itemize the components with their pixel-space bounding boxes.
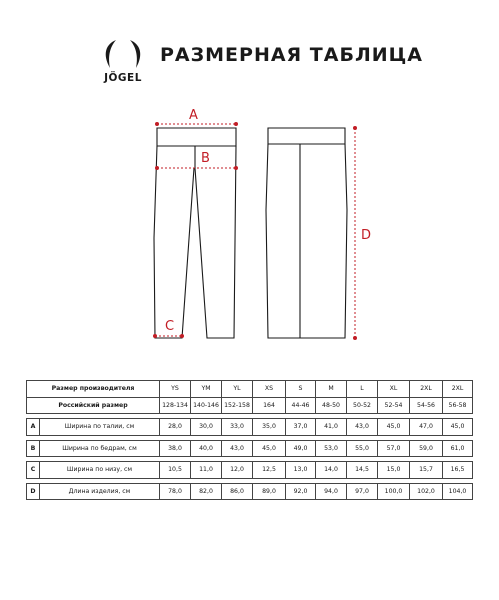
measurement-value: 102,0 (410, 483, 443, 500)
measurement-value: 12,0 (222, 462, 253, 479)
size-cell: YS (160, 381, 191, 398)
size-cell: XL (378, 381, 410, 398)
measurement-value: 57,0 (378, 440, 410, 457)
pants-measurement-diagram (0, 100, 499, 360)
measurement-value: 100,0 (378, 483, 410, 500)
measurement-value: 86,0 (222, 483, 253, 500)
dimension-c (153, 319, 184, 338)
measurement-value: 16,5 (443, 462, 473, 479)
size-cell: YL (222, 381, 253, 398)
page-title: РАЗМЕРНАЯ ТАБЛИЦА (160, 44, 423, 66)
measurement-value: 89,0 (253, 483, 286, 500)
size-cell: S (286, 381, 316, 398)
russian-size-cell: 56-58 (443, 397, 473, 414)
measurement-value: 13,0 (286, 462, 316, 479)
label-b: B (201, 151, 210, 166)
measurement-label: Ширина по бедрам, см (40, 440, 160, 457)
measurement-value: 11,0 (191, 462, 222, 479)
measurement-value: 30,0 (191, 419, 222, 436)
measurement-value: 47,0 (410, 419, 443, 436)
label-a: A (189, 108, 198, 123)
measurement-value: 53,0 (316, 440, 347, 457)
measurement-value: 97,0 (347, 483, 378, 500)
russian-size-cell: 164 (253, 397, 286, 414)
measurement-value: 55,0 (347, 440, 378, 457)
logo-mark-icon (94, 38, 152, 72)
measurement-value: 33,0 (222, 419, 253, 436)
label-d: D (361, 228, 372, 243)
measurement-value: 10,5 (160, 462, 191, 479)
russian-size-cell: 48-50 (316, 397, 347, 414)
label-c: C (165, 319, 175, 334)
measurement-value: 40,0 (191, 440, 222, 457)
measurement-value: 14,5 (347, 462, 378, 479)
measurement-letter: B (27, 440, 40, 457)
size-cell: 2XL (443, 381, 473, 398)
measurement-value: 43,0 (347, 419, 378, 436)
measurement-value: 104,0 (443, 483, 473, 500)
russian-size-cell: 140-146 (191, 397, 222, 414)
table-row-measurement (27, 483, 473, 500)
brand-name: JÖGEL (104, 72, 142, 84)
measurement-value: 28,0 (160, 419, 191, 436)
measurement-value: 49,0 (286, 440, 316, 457)
measurement-letter: A (27, 419, 40, 436)
manufacturer-size-label: Размер производителя (27, 381, 160, 398)
measurement-value: 45,0 (378, 419, 410, 436)
measurement-value: 38,0 (160, 440, 191, 457)
russian-size-cell: 54-56 (410, 397, 443, 414)
size-cell: 2XL (410, 381, 443, 398)
size-cell: YM (191, 381, 222, 398)
dimension-b (155, 151, 238, 170)
measurement-value: 15,0 (378, 462, 410, 479)
measurement-value: 43,0 (222, 440, 253, 457)
russian-size-cell: 152-158 (222, 397, 253, 414)
size-table-body (27, 381, 473, 500)
size-cell: L (347, 381, 378, 398)
russian-size-cell: 128-134 (160, 397, 191, 414)
russian-size-cell: 52-54 (378, 397, 410, 414)
size-cell: XS (253, 381, 286, 398)
measurement-value: 35,0 (253, 419, 286, 436)
russian-size-cell: 44-46 (286, 397, 316, 414)
measurement-value: 15,7 (410, 462, 443, 479)
measurement-value: 78,0 (160, 483, 191, 500)
russian-size-label: Российский размер (27, 397, 160, 414)
dimension-d (353, 126, 371, 340)
measurement-label: Длина изделия, см (40, 483, 160, 500)
pants-side-drawing (266, 128, 347, 338)
measurement-letter: C (27, 462, 40, 479)
table-row-measurement (27, 440, 473, 457)
measurement-value: 92,0 (286, 483, 316, 500)
measurement-value: 59,0 (410, 440, 443, 457)
russian-size-cell: 50-52 (347, 397, 378, 414)
table-row-measurement (27, 462, 473, 479)
table-row-russian-size (27, 397, 473, 414)
size-table (26, 380, 473, 500)
measurement-value: 14,0 (316, 462, 347, 479)
measurement-value: 41,0 (316, 419, 347, 436)
measurement-value: 82,0 (191, 483, 222, 500)
dimension-a (155, 108, 238, 126)
measurement-value: 45,0 (253, 440, 286, 457)
brand-logo (94, 38, 152, 88)
measurement-label: Ширина по талии, см (40, 419, 160, 436)
measurement-value: 45,0 (443, 419, 473, 436)
measurement-value: 61,0 (443, 440, 473, 457)
measurement-value: 12,5 (253, 462, 286, 479)
size-cell: M (316, 381, 347, 398)
table-row-measurement (27, 419, 473, 436)
measurement-label: Ширина по низу, см (40, 462, 160, 479)
measurement-value: 94,0 (316, 483, 347, 500)
measurement-letter: D (27, 483, 40, 500)
table-row-manufacturer-size (27, 381, 473, 398)
measurement-value: 37,0 (286, 419, 316, 436)
pants-front-drawing (154, 128, 236, 338)
